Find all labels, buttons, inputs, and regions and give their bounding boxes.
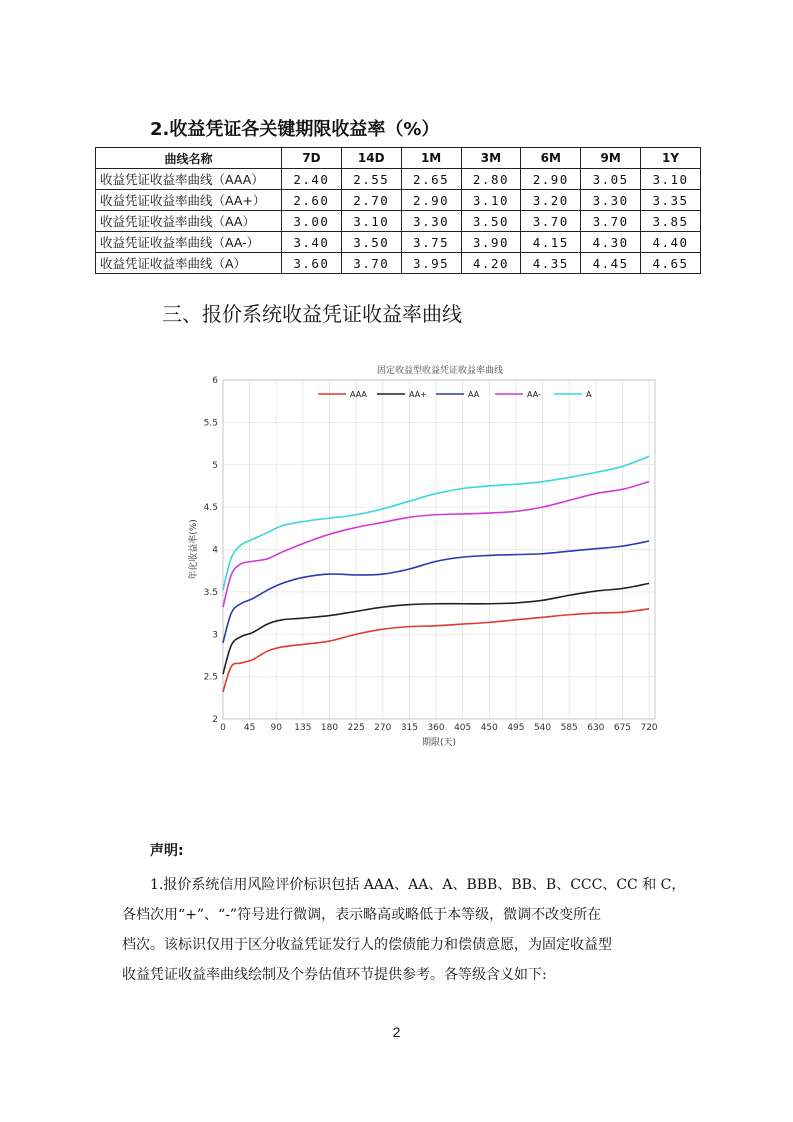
y-tick-label: 2 bbox=[212, 715, 218, 725]
yield-cell: 3.30 bbox=[401, 211, 461, 232]
table-header-row bbox=[96, 148, 701, 169]
yield-cell: 4.40 bbox=[641, 232, 701, 253]
y-tick-label: 5.5 bbox=[203, 418, 218, 429]
key-term-yield-table bbox=[95, 147, 701, 274]
yield-cell: 4.65 bbox=[641, 253, 701, 274]
table-row bbox=[96, 169, 701, 190]
declaration-line: 各档次用“+”、“-”符号进行微调，表示略高或略低于本等级，微调不改变所在 bbox=[122, 907, 602, 923]
yield-cell: 2.55 bbox=[341, 169, 401, 190]
section-heading-key-term-yields: 2.收益凭证各关键期限收益率（%） bbox=[150, 119, 440, 140]
yield-cell: 4.15 bbox=[521, 232, 581, 253]
yield-curve-chart bbox=[180, 358, 680, 758]
yield-cell: 3.30 bbox=[581, 190, 641, 211]
legend-label: AAA bbox=[350, 390, 367, 399]
yield-cell: 3.70 bbox=[581, 211, 641, 232]
curve-name-cell: 收益凭证收益率曲线（AA） bbox=[96, 211, 282, 232]
yield-cell: 3.90 bbox=[461, 232, 521, 253]
legend-label: AA- bbox=[527, 390, 541, 399]
x-tick-label: 360 bbox=[427, 723, 445, 733]
yield-cell: 3.50 bbox=[461, 211, 521, 232]
yield-cell: 3.05 bbox=[581, 169, 641, 190]
yield-cell: 2.70 bbox=[341, 190, 401, 211]
x-tick-label: 405 bbox=[454, 723, 472, 733]
declaration-title: 声明: bbox=[150, 843, 184, 859]
yield-cell: 2.40 bbox=[282, 169, 342, 190]
yield-cell: 3.70 bbox=[521, 211, 581, 232]
column-header: 1M bbox=[401, 148, 461, 169]
table-row bbox=[96, 211, 701, 232]
y-tick-label: 3 bbox=[212, 630, 218, 641]
declaration-line: 收益凭证收益率曲线绘制及个券估值环节提供参考。各等级含义如下: bbox=[122, 967, 547, 983]
column-header: 曲线名称 bbox=[96, 148, 282, 169]
yield-cell: 2.65 bbox=[401, 169, 461, 190]
column-header: 1Y bbox=[641, 148, 701, 169]
x-tick-label: 675 bbox=[613, 723, 632, 733]
yield-cell: 2.90 bbox=[401, 190, 461, 211]
x-tick-label: 225 bbox=[347, 723, 365, 733]
x-tick-label: 45 bbox=[243, 723, 256, 733]
column-header: 7D bbox=[282, 148, 342, 169]
y-tick-label: 3.5 bbox=[203, 587, 218, 598]
curve-name-cell: 收益凭证收益率曲线（AAA） bbox=[96, 169, 282, 190]
x-tick-label: 135 bbox=[294, 723, 312, 733]
y-tick-label: 2.5 bbox=[203, 672, 218, 683]
table-row bbox=[96, 253, 701, 274]
yield-cell: 4.35 bbox=[521, 253, 581, 274]
table-row bbox=[96, 232, 701, 253]
x-tick-label: 0 bbox=[220, 723, 226, 733]
x-tick-label: 270 bbox=[374, 723, 392, 733]
chart-title: 固定收益型收益凭证收益率曲线 bbox=[376, 366, 504, 376]
yield-cell: 2.60 bbox=[282, 190, 342, 211]
column-header: 14D bbox=[341, 148, 401, 169]
yield-cell: 3.50 bbox=[341, 232, 401, 253]
x-tick-label: 540 bbox=[533, 723, 552, 733]
column-header: 6M bbox=[521, 148, 581, 169]
legend-label: AA+ bbox=[409, 390, 427, 399]
yield-cell: 2.80 bbox=[461, 169, 521, 190]
yield-cell: 4.30 bbox=[581, 232, 641, 253]
curve-name-cell: 收益凭证收益率曲线（AA-） bbox=[96, 232, 282, 253]
y-axis-label: 年化收益率(%) bbox=[189, 519, 199, 580]
yield-cell: 4.45 bbox=[581, 253, 641, 274]
yield-cell: 3.00 bbox=[282, 211, 342, 232]
column-header: 9M bbox=[581, 148, 641, 169]
yield-cell: 3.70 bbox=[341, 253, 401, 274]
chart-background bbox=[180, 358, 680, 758]
legend-label: AA bbox=[468, 390, 480, 399]
x-tick-label: 180 bbox=[320, 723, 339, 733]
yield-cell: 3.10 bbox=[341, 211, 401, 232]
x-axis-label: 期限(天) bbox=[421, 738, 457, 748]
yield-cell: 3.95 bbox=[401, 253, 461, 274]
yield-cell: 3.85 bbox=[641, 211, 701, 232]
declaration-body bbox=[122, 870, 690, 990]
yield-cell: 3.20 bbox=[521, 190, 581, 211]
x-tick-label: 585 bbox=[560, 723, 578, 733]
y-tick-label: 4.5 bbox=[203, 503, 218, 514]
x-tick-label: 495 bbox=[507, 723, 525, 733]
x-tick-label: 450 bbox=[480, 723, 498, 733]
yield-cell: 3.35 bbox=[641, 190, 701, 211]
page-number: 2 bbox=[392, 1024, 401, 1040]
column-header: 3M bbox=[461, 148, 521, 169]
x-tick-label: 315 bbox=[400, 723, 419, 733]
yield-cell: 3.75 bbox=[401, 232, 461, 253]
legend-label: A bbox=[586, 390, 592, 399]
yield-cell: 3.40 bbox=[282, 232, 342, 253]
table-row bbox=[96, 190, 701, 211]
curve-name-cell: 收益凭证收益率曲线（A） bbox=[96, 253, 282, 274]
y-tick-label: 4 bbox=[212, 545, 218, 556]
x-tick-label: 90 bbox=[270, 723, 282, 733]
x-tick-label: 630 bbox=[587, 723, 605, 733]
yield-cell: 2.90 bbox=[521, 169, 581, 190]
declaration-line: 1.报价系统信用风险评价标识包括 AAA、AA、A、BBB、BB、B、CCC、CC 和 C， bbox=[150, 877, 686, 893]
yield-cell: 3.10 bbox=[461, 190, 521, 211]
yield-cell: 3.10 bbox=[641, 169, 701, 190]
yield-cell: 3.60 bbox=[282, 253, 342, 274]
y-tick-label: 5 bbox=[212, 460, 218, 471]
x-tick-label: 720 bbox=[640, 723, 658, 733]
declaration-line: 档次。该标识仅用于区分收益凭证发行人的偿债能力和偿债意愿，为固定收益型 bbox=[122, 937, 612, 953]
curve-name-cell: 收益凭证收益率曲线（AA+） bbox=[96, 190, 282, 211]
yield-cell: 4.20 bbox=[461, 253, 521, 274]
y-tick-label: 6 bbox=[212, 376, 218, 386]
section-heading-yield-curve: 三、报价系统收益凭证收益率曲线 bbox=[162, 302, 462, 326]
